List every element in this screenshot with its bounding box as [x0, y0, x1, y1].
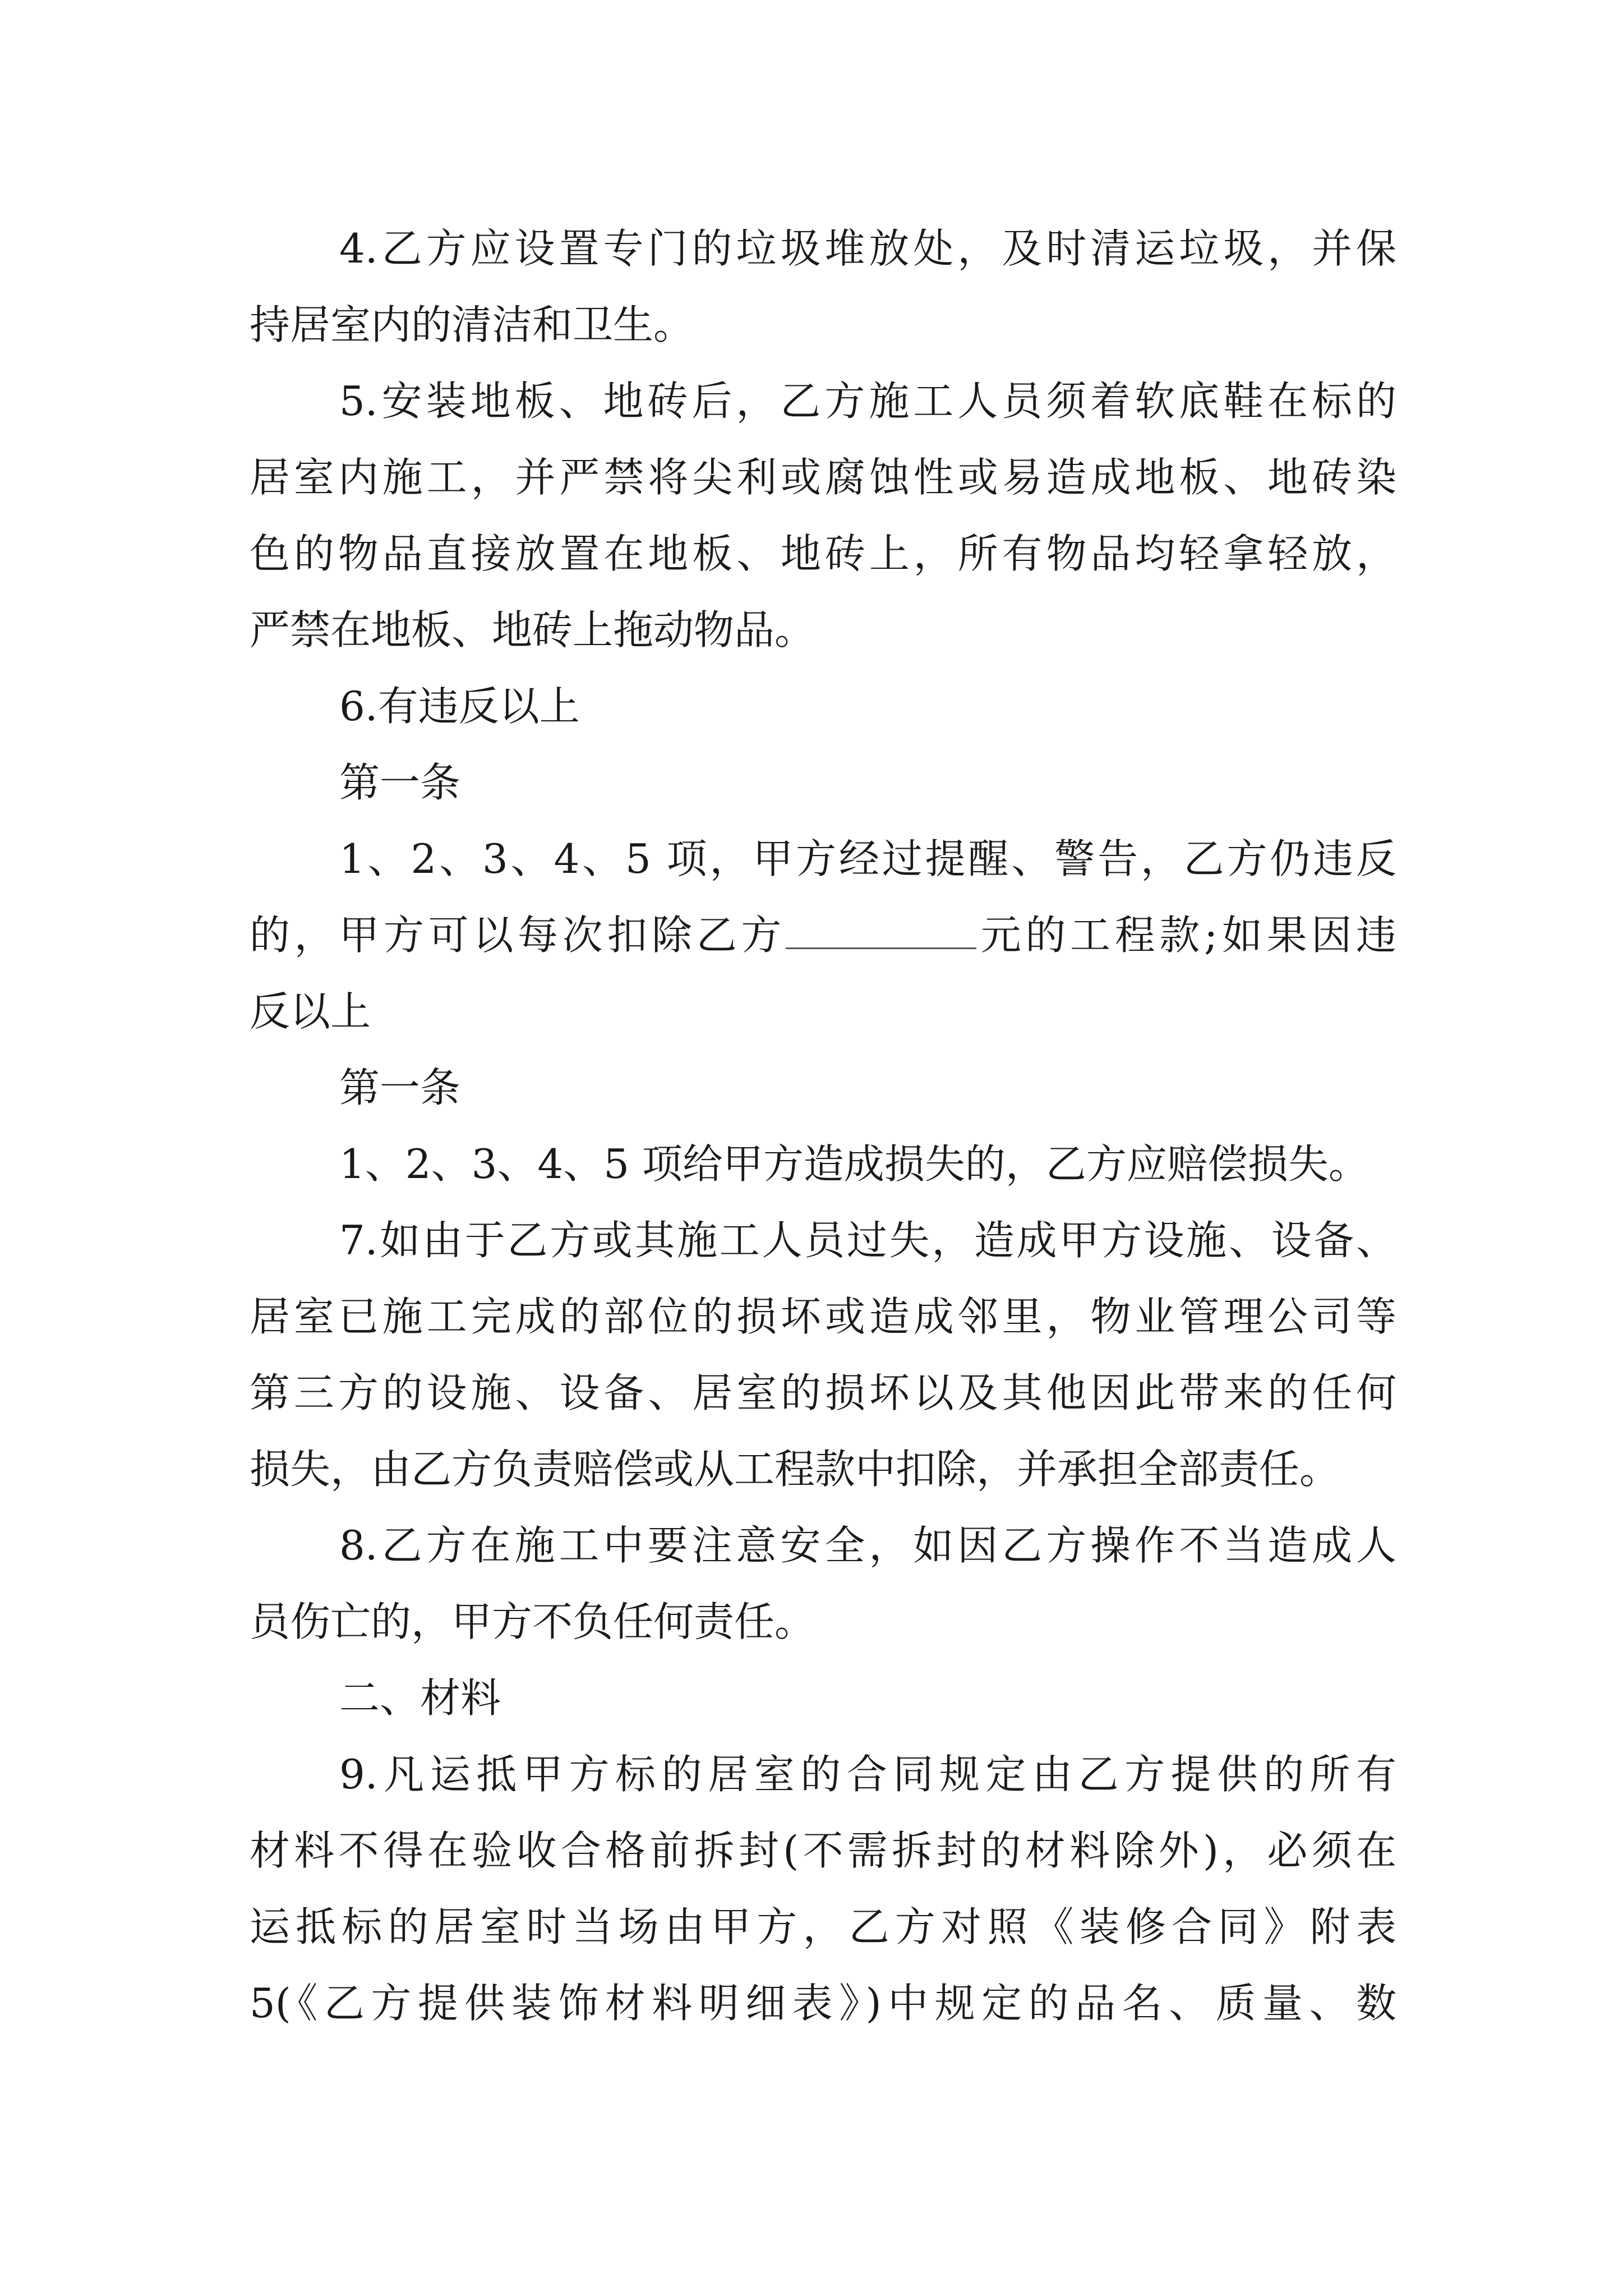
text-line: 第三方的设施、设备、居室的损坏以及其他因此带来的任何 [250, 1369, 1396, 1416]
text-line: 7.如由于乙方或其施工人员过失，造成甲方设施、设备、 [339, 1217, 1396, 1264]
text-line: 5.安装地板、地砖后，乙方施工人员须着软底鞋在标的 [339, 378, 1396, 425]
paragraph-9 [250, 1736, 1396, 2041]
text-line: 第一条 [339, 759, 461, 806]
blank-suffix-text: 元的工程款;如果因违 [976, 912, 1396, 959]
text-line: 9.凡运抵甲方标的居室的合同规定由乙方提供的所有 [339, 1751, 1396, 1798]
text-line-with-blank [250, 897, 1396, 973]
text-line: 5(《乙方提供装饰材料明细表》)中规定的品名、质量、数 [250, 1980, 1396, 2027]
text-line: 严禁在地板、地砖上拖动物品。 [250, 606, 815, 654]
paragraph-4 [250, 210, 1396, 363]
section-heading-materials [250, 1660, 1396, 1736]
text-line: 持居室内的清洁和卫生。 [250, 301, 694, 348]
paragraph-5 [250, 363, 1396, 668]
paragraph-6 [250, 668, 1396, 744]
text-line: 员伤亡的，甲方不负任何责任。 [250, 1598, 815, 1645]
text-line: 第一条 [339, 1064, 461, 1111]
text-line: 1、2、3、4、5 项给甲方造成损失的，乙方应赔偿损失。 [339, 1140, 1369, 1188]
text-line: 材料不得在验收合格前拆封(不需拆封的材料除外)，必须在 [250, 1827, 1396, 1874]
text-line: 反以上 [250, 988, 371, 1035]
article-heading-1 [250, 744, 1396, 821]
text-line: 4.乙方应设置专门的垃圾堆放处，及时清运垃圾，并保 [339, 225, 1396, 272]
text-line: 二、材料 [339, 1674, 501, 1722]
amount-blank [786, 914, 976, 949]
text-line: 居室内施工，并严禁将尖利或腐蚀性或易造成地板、地砖染 [250, 454, 1396, 501]
document-page [250, 210, 1396, 2041]
paragraph-8 [250, 1507, 1396, 1660]
paragraph-7 [250, 1202, 1396, 1507]
paragraph-penalty [250, 821, 1396, 1050]
article-heading-2 [250, 1050, 1396, 1126]
blank-prefix-text: 的，甲方可以每次扣除乙方 [250, 912, 786, 959]
text-line: 色的物品直接放置在地板、地砖上，所有物品均轻拿轻放， [250, 530, 1396, 577]
text-line: 8.乙方在施工中要注意安全，如因乙方操作不当造成人 [339, 1522, 1396, 1569]
text-line: 6.有违反以上 [339, 683, 580, 730]
text-line: 居室已施工完成的部位的损坏或造成邻里，物业管理公司等 [250, 1293, 1396, 1340]
paragraph-compensation [250, 1126, 1396, 1202]
text-line: 运抵标的居室时当场由甲方，乙方对照《装修合同》附表 [250, 1903, 1396, 1950]
text-line: 1、2、3、4、5 项，甲方经过提醒、警告，乙方仍违反 [339, 835, 1396, 882]
text-line: 损失，由乙方负责赔偿或从工程款中扣除，并承担全部责任。 [250, 1446, 1340, 1493]
